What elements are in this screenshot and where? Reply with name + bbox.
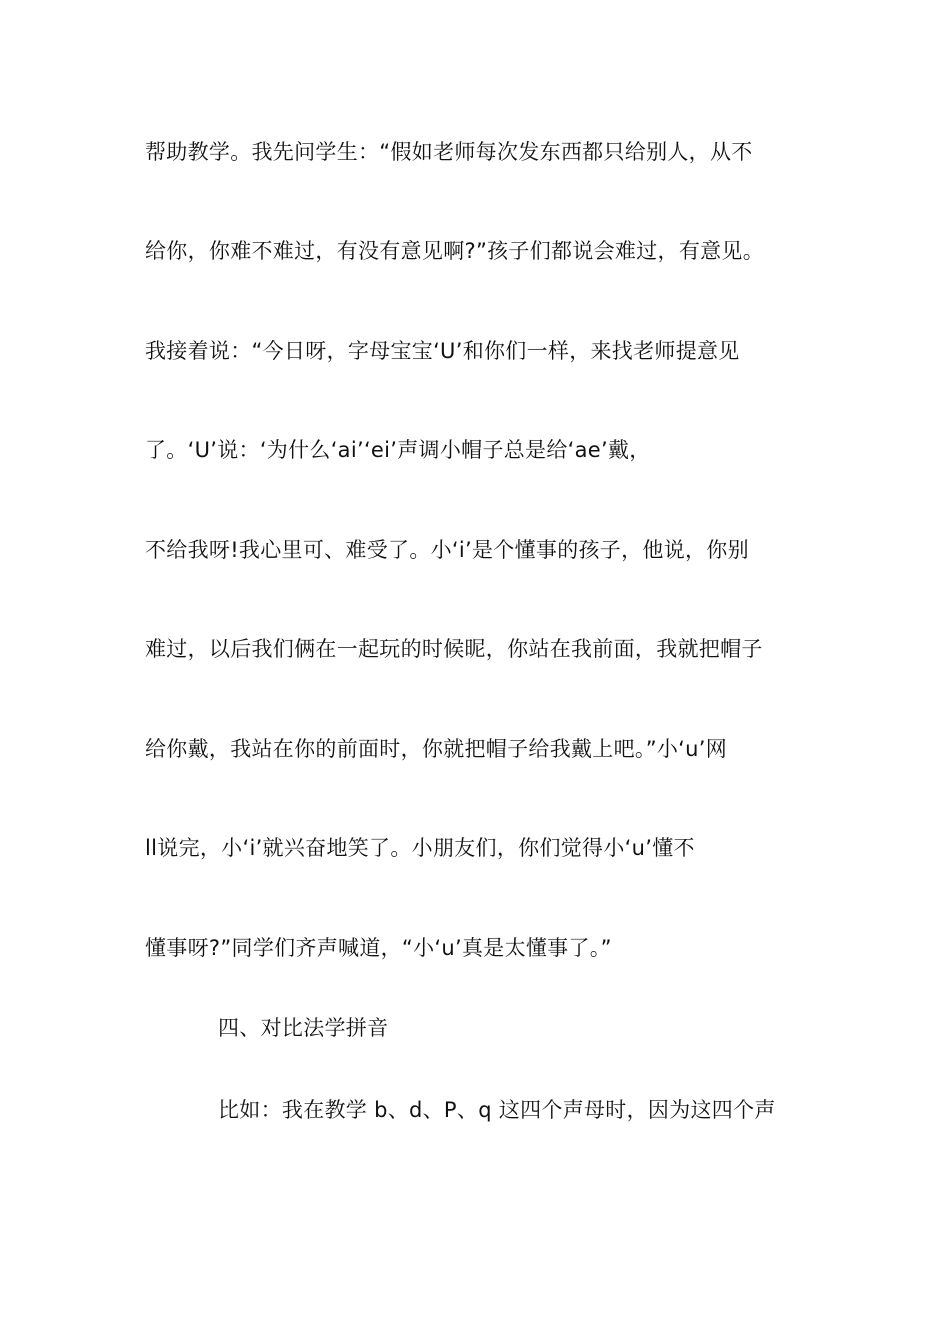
paragraph-line-5: 不给我呀!我心里可、难受了。小‘i’是个懂事的孩子，他说，你别 [145, 538, 749, 562]
paragraph-line-3: 我接着说：“今日呀，字母宝宝‘U’和你们一样，来找老师提意见 [145, 339, 740, 363]
paragraph-line-9: 懂事呀?”同学们齐声喊道，“小‘u’真是太懂事了。” [145, 936, 612, 960]
paragraph-line-6: 难过，以后我们俩在一起玩的时候昵，你站在我前面，我就把帽子 [145, 637, 763, 661]
paragraph-line-1: 帮助教学。我先问学生：“假如老师每次发东西都只给别人，从不 [145, 140, 753, 164]
paragraph-line-8: ll说完，小‘i’就兴奋地笑了。小朋友们，你们觉得小‘u’懂不 [145, 836, 695, 860]
paragraph-line-7: 给你戴，我站在你的前面时，你就把帽子给我戴上吧。”小‘u’网 [145, 737, 728, 761]
paragraph-line-2: 给你，你难不难过，有没有意见啊?”孩子们都说会难过，有意见。 [145, 239, 765, 263]
section-paragraph-line-1: 比如：我在教学 b、d、P、q 这四个声母时，因为这四个声 [218, 1098, 776, 1122]
paragraph-line-4: 了。‘U’说：‘为什么‘ai’‘ei’声调小帽子总是给‘ae’戴， [145, 438, 651, 462]
section-heading: 四、对比法学拼音 [218, 1016, 389, 1040]
